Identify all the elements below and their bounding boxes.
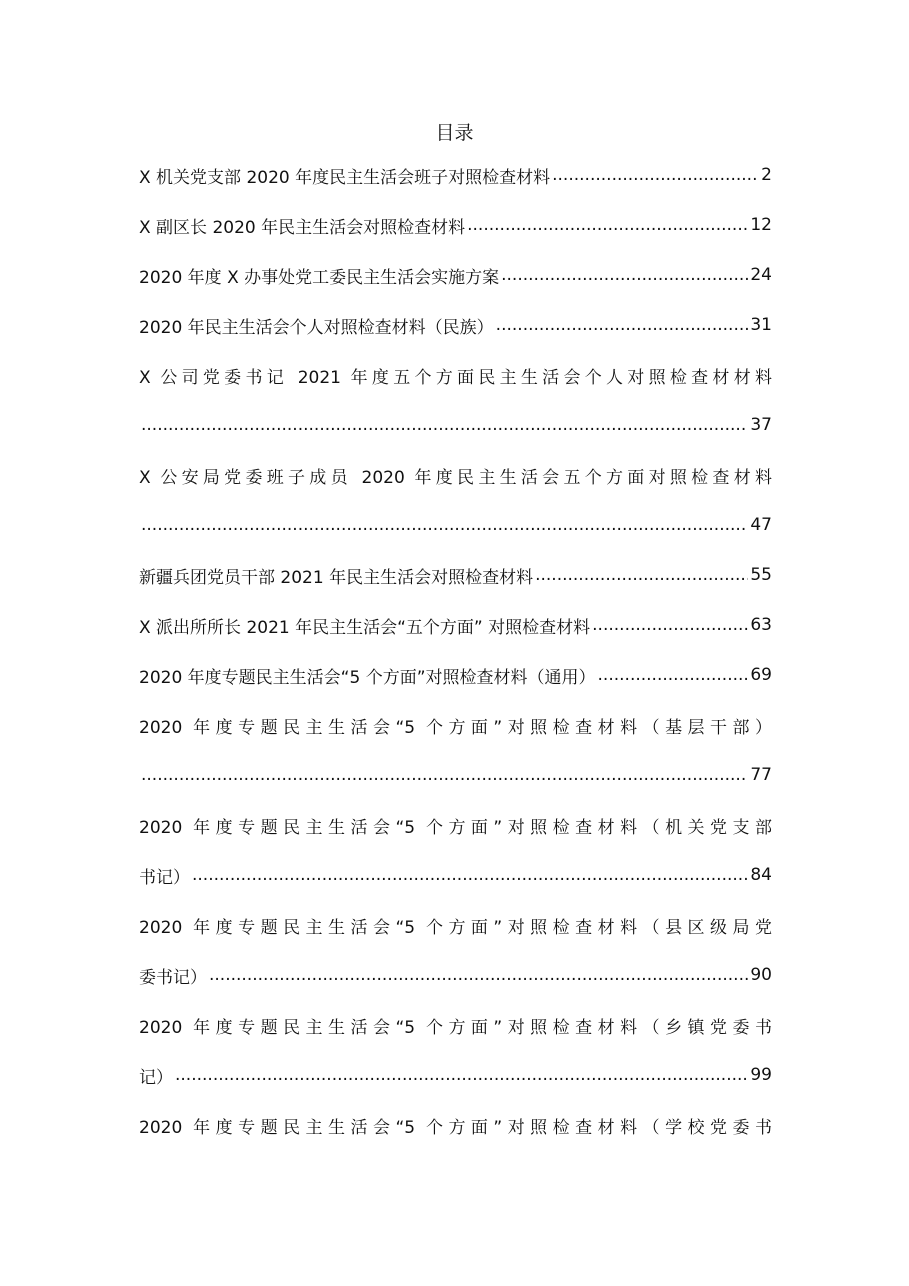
toc-entry-title: 2020 年度专题民主生活会“5 个方面”对照检查材料（通用）: [139, 667, 596, 688]
toc-entry-title: 2020 年度 X 办事处党工委民主生活会实施方案: [139, 267, 500, 288]
toc-title: 目录: [435, 122, 474, 144]
toc-page-number: 31: [750, 315, 772, 335]
toc-entry-line1[interactable]: [139, 700, 772, 750]
toc-page-number: 2: [761, 165, 772, 185]
dot-leader: [501, 265, 748, 285]
toc-entry-line1[interactable]: [139, 450, 772, 500]
toc-entry[interactable]: [139, 300, 772, 350]
toc-entry-title: X 公安局党委班子成员 2020 年度民主生活会五个方面对照检查材料: [139, 467, 772, 488]
dot-leader: [209, 965, 748, 985]
toc-entry-line1[interactable]: [139, 1100, 772, 1150]
dot-leader: [141, 415, 748, 435]
toc-page-number: 84: [750, 865, 772, 885]
toc-entry-title: 2020 年民主生活会个人对照检查材料（民族）: [139, 317, 494, 338]
dot-leader: [141, 515, 748, 535]
dot-leader: [598, 665, 749, 685]
toc-entry-title: 2020 年度专题民主生活会“5 个方面”对照检查材料（县区级局党: [139, 917, 772, 938]
toc-entry-title-cont: 委书记）: [139, 967, 207, 988]
dot-leader: [467, 215, 748, 235]
toc-entry-line1[interactable]: [139, 800, 772, 850]
dot-leader: [535, 565, 748, 585]
toc-page-number: 12: [750, 215, 772, 235]
toc-entry-line2[interactable]: [139, 950, 772, 1000]
toc-entry[interactable]: [139, 150, 772, 200]
toc-entry[interactable]: [139, 250, 772, 300]
toc-entry-line1[interactable]: [139, 1000, 772, 1050]
toc-entry-line2[interactable]: [139, 400, 772, 450]
toc-entry-title: 2020 年度专题民主生活会“5 个方面”对照检查材料（乡镇党委书: [139, 1017, 772, 1038]
toc-entry-line2[interactable]: [139, 750, 772, 800]
toc-page-number: 69: [750, 665, 772, 685]
toc-entry-title: X 机关党支部 2020 年度民主生活会班子对照检查材料: [139, 167, 551, 188]
toc-entry-title: X 公司党委书记 2021 年度五个方面民主生活会个人对照检查材材料: [139, 367, 772, 388]
dot-leader: [192, 865, 748, 885]
dot-leader: [141, 765, 748, 785]
toc-entry-title: 2020 年度专题民主生活会“5 个方面”对照检查材料（基层干部）: [139, 717, 772, 738]
toc-page-number: 55: [750, 565, 772, 585]
toc-entry[interactable]: [139, 200, 772, 250]
toc-page-number: 77: [750, 765, 772, 785]
toc-page-number: 63: [750, 615, 772, 635]
dot-leader: [175, 1065, 748, 1085]
toc-page-number: 24: [750, 265, 772, 285]
toc-entry-title: 2020 年度专题民主生活会“5 个方面”对照检查材料（机关党支部: [139, 817, 772, 838]
toc-entry[interactable]: [139, 650, 772, 700]
dot-leader: [552, 165, 759, 185]
toc-entry-title: X 副区长 2020 年民主生活会对照检查材料: [139, 217, 466, 238]
toc-page-number: 90: [750, 965, 772, 985]
dot-leader: [592, 615, 748, 635]
toc-entry-line2[interactable]: [139, 1050, 772, 1100]
toc-entry-line1[interactable]: [139, 900, 772, 950]
dot-leader: [496, 315, 749, 335]
toc-entry-title: 新疆兵团党员干部 2021 年民主生活会对照检查材料: [139, 567, 534, 588]
toc-entry[interactable]: [139, 550, 772, 600]
toc-entry-title-cont: 书记）: [139, 867, 190, 888]
toc-entry-line1[interactable]: [139, 350, 772, 400]
toc-entry[interactable]: [139, 600, 772, 650]
toc-page-number: 99: [750, 1065, 772, 1085]
toc-page-number: 47: [750, 515, 772, 535]
toc-entry-line2[interactable]: [139, 500, 772, 550]
toc-page-number: 37: [750, 415, 772, 435]
toc-entry-line2[interactable]: [139, 850, 772, 900]
table-of-contents: [139, 150, 772, 1150]
toc-entry-title: X 派出所所长 2021 年民主生活会“五个方面” 对照检查材料: [139, 617, 591, 638]
toc-entry-title: 2020 年度专题民主生活会“5 个方面”对照检查材料（学校党委书: [139, 1117, 772, 1138]
toc-entry-title-cont: 记）: [139, 1067, 173, 1088]
